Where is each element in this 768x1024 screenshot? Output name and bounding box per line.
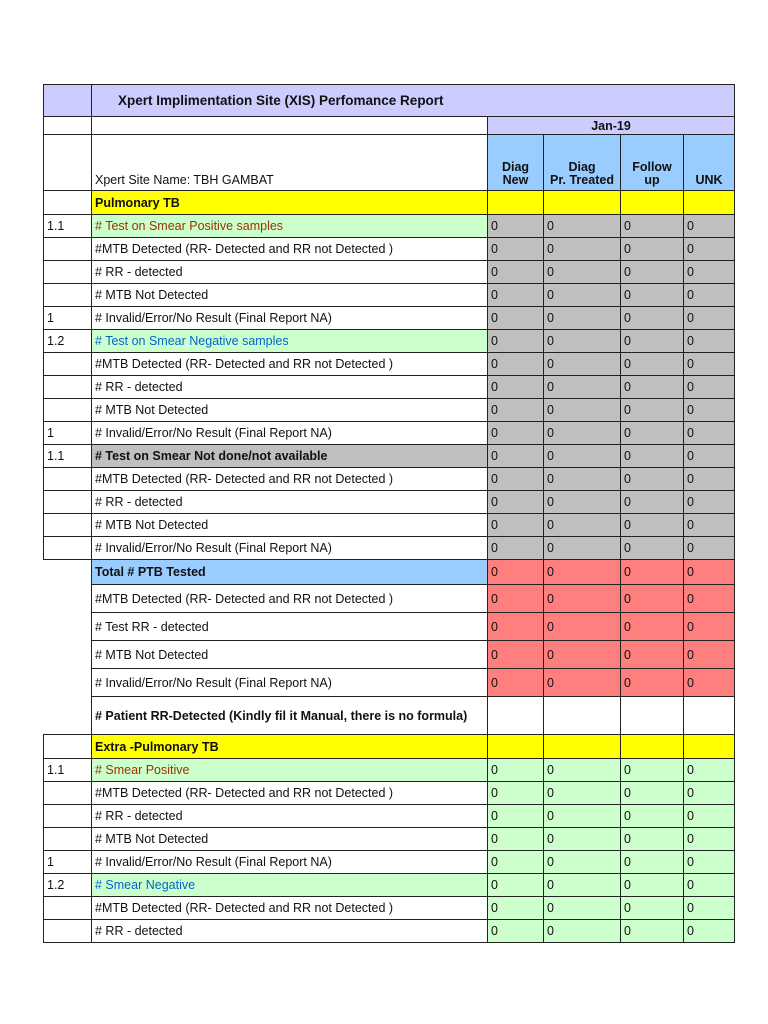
value-cell: 0 <box>684 759 735 782</box>
empty-cell <box>488 697 544 735</box>
value-cell: 0 <box>544 641 621 669</box>
value-cell: 0 <box>488 585 544 613</box>
value-cell: 0 <box>544 897 621 920</box>
value-cell: 0 <box>684 920 735 943</box>
empty-cell <box>544 697 621 735</box>
row-label: # Invalid/Error/No Result (Final Report NA) <box>92 851 488 874</box>
value-cell: 0 <box>621 376 684 399</box>
value-cell: 0 <box>488 445 544 468</box>
value-cell: 0 <box>488 353 544 376</box>
value-cell: 0 <box>621 782 684 805</box>
value-cell: 0 <box>621 828 684 851</box>
title-corner-cell <box>44 85 92 117</box>
value-cell: 0 <box>544 669 621 697</box>
row-label: # MTB Not Detected <box>92 399 488 422</box>
value-cell: 0 <box>544 215 621 238</box>
row-label: #MTB Detected (RR- Detected and RR not Detected ) <box>92 897 488 920</box>
table-row <box>44 353 735 376</box>
value-cell: 0 <box>488 669 544 697</box>
value-cell: 0 <box>684 376 735 399</box>
value-cell: 0 <box>488 874 544 897</box>
value-cell: 0 <box>544 759 621 782</box>
value-cell: 0 <box>684 641 735 669</box>
value-cell: 0 <box>684 537 735 560</box>
value-cell: 0 <box>488 422 544 445</box>
row-number <box>44 828 92 851</box>
row-label: # Invalid/Error/No Result (Final Report NA) <box>92 537 488 560</box>
table-row <box>44 399 735 422</box>
value-cell: 0 <box>684 805 735 828</box>
table-row <box>44 284 735 307</box>
value-cell: 0 <box>488 828 544 851</box>
section-label: # Smear Negative <box>92 874 488 897</box>
category-header: Extra -Pulmonary TB <box>92 735 488 759</box>
row-number: 1 <box>44 307 92 330</box>
month-header: Jan-19 <box>488 117 735 135</box>
row-number: 1 <box>44 422 92 445</box>
table-row <box>44 215 735 238</box>
value-cell: 0 <box>621 613 684 641</box>
table-row <box>44 238 735 261</box>
value-cell: 0 <box>621 897 684 920</box>
table-row <box>44 735 735 759</box>
section-label: # Test on Smear Positive samples <box>92 215 488 238</box>
value-cell: 0 <box>488 399 544 422</box>
table-row <box>44 191 735 215</box>
value-cell: 0 <box>544 874 621 897</box>
row-number <box>44 353 92 376</box>
row-number <box>44 805 92 828</box>
site-name: Xpert Site Name: TBH GAMBAT <box>92 135 488 191</box>
value-cell: 0 <box>621 641 684 669</box>
row-number <box>44 897 92 920</box>
value-cell: 0 <box>544 330 621 353</box>
value-cell: 0 <box>488 514 544 537</box>
row-label: # Invalid/Error/No Result (Final Report NA) <box>92 307 488 330</box>
value-cell: 0 <box>488 641 544 669</box>
value-cell: 0 <box>488 782 544 805</box>
table-row <box>44 560 735 585</box>
value-cell: 0 <box>488 805 544 828</box>
table-row <box>44 537 735 560</box>
value-cell: 0 <box>684 422 735 445</box>
row-label: # RR - detected <box>92 376 488 399</box>
empty-cell <box>621 697 684 735</box>
row-number: 1.1 <box>44 215 92 238</box>
value-cell: 0 <box>684 215 735 238</box>
value-cell: 0 <box>488 537 544 560</box>
value-cell: 0 <box>488 330 544 353</box>
table-row <box>44 805 735 828</box>
value-cell: 0 <box>684 782 735 805</box>
value-cell: 0 <box>544 445 621 468</box>
row-label: #MTB Detected (RR- Detected and RR not Detected ) <box>92 782 488 805</box>
table-row <box>44 514 735 537</box>
row-label: # RR - detected <box>92 805 488 828</box>
row-label: # MTB Not Detected <box>92 284 488 307</box>
table-row <box>44 851 735 874</box>
value-cell: 0 <box>544 491 621 514</box>
section-label: # Test on Smear Not done/not available <box>92 445 488 468</box>
value-cell: 0 <box>684 353 735 376</box>
row-number <box>44 376 92 399</box>
row-number <box>44 284 92 307</box>
value-cell: 0 <box>544 422 621 445</box>
value-cell: 0 <box>684 669 735 697</box>
value-cell: 0 <box>488 307 544 330</box>
value-cell: 0 <box>544 261 621 284</box>
value-cell: 0 <box>488 491 544 514</box>
performance-table <box>43 84 735 943</box>
section-label: # Test on Smear Negative samples <box>92 330 488 353</box>
row-label: # MTB Not Detected <box>92 828 488 851</box>
value-cell: 0 <box>544 613 621 641</box>
value-cell: 0 <box>684 613 735 641</box>
value-cell: 0 <box>621 585 684 613</box>
value-cell: 0 <box>544 828 621 851</box>
row-number: 1.2 <box>44 330 92 353</box>
row-label: # RR - detected <box>92 920 488 943</box>
value-cell: 0 <box>684 284 735 307</box>
value-cell: 0 <box>488 560 544 585</box>
value-cell: 0 <box>621 560 684 585</box>
value-cell: 0 <box>544 284 621 307</box>
value-cell: 0 <box>544 514 621 537</box>
table-row <box>44 585 735 613</box>
value-cell: 0 <box>488 376 544 399</box>
value-cell: 0 <box>544 238 621 261</box>
value-cell: 0 <box>544 920 621 943</box>
value-cell: 0 <box>684 585 735 613</box>
table-row <box>44 920 735 943</box>
value-cell: 0 <box>684 307 735 330</box>
row-number: 1 <box>44 851 92 874</box>
value-cell: 0 <box>488 261 544 284</box>
row-label: # MTB Not Detected <box>92 514 488 537</box>
table-row <box>44 759 735 782</box>
value-cell: 0 <box>684 514 735 537</box>
table-row <box>44 307 735 330</box>
row-number <box>44 514 92 537</box>
value-cell: 0 <box>488 468 544 491</box>
row-number <box>44 920 92 943</box>
row-label: # Test RR - detected <box>92 613 488 641</box>
value-cell: 0 <box>621 445 684 468</box>
report-title: Xpert Implimentation Site (XIS) Perfomance Report <box>92 85 735 117</box>
value-cell: 0 <box>684 468 735 491</box>
row-label: # Invalid/Error/No Result (Final Report NA) <box>92 422 488 445</box>
value-cell: 0 <box>684 560 735 585</box>
table-row <box>44 641 735 669</box>
value-cell: 0 <box>544 468 621 491</box>
value-cell: 0 <box>621 920 684 943</box>
value-cell: 0 <box>488 851 544 874</box>
row-number <box>44 782 92 805</box>
report-sheet <box>43 84 735 943</box>
section-label: # Smear Positive <box>92 759 488 782</box>
patient-rr-label: # Patient RR-Detected (Kindly fil it Manual, there is no formula) <box>92 697 488 735</box>
value-cell: 0 <box>544 782 621 805</box>
value-cell: 0 <box>621 491 684 514</box>
row-number: 1.1 <box>44 445 92 468</box>
total-label: Total # PTB Tested <box>92 560 488 585</box>
row-label: # Invalid/Error/No Result (Final Report NA) <box>92 669 488 697</box>
table-row <box>44 330 735 353</box>
value-cell: 0 <box>544 376 621 399</box>
value-cell: 0 <box>621 238 684 261</box>
row-number <box>44 468 92 491</box>
value-cell: 0 <box>621 307 684 330</box>
value-cell: 0 <box>488 897 544 920</box>
col-diag-new: Diag New <box>488 135 544 191</box>
col-follow-up: Follow up <box>621 135 684 191</box>
value-cell: 0 <box>684 238 735 261</box>
value-cell: 0 <box>488 215 544 238</box>
row-number: 1.1 <box>44 759 92 782</box>
value-cell: 0 <box>544 805 621 828</box>
table-row <box>44 445 735 468</box>
table-row <box>44 669 735 697</box>
table-row <box>44 782 735 805</box>
value-cell: 0 <box>684 828 735 851</box>
row-number <box>44 399 92 422</box>
row-label: # RR - detected <box>92 261 488 284</box>
value-cell: 0 <box>684 261 735 284</box>
value-cell: 0 <box>684 445 735 468</box>
col-diag-pr-treated: Diag Pr. Treated <box>544 135 621 191</box>
value-cell: 0 <box>544 585 621 613</box>
value-cell: 0 <box>544 851 621 874</box>
table-row <box>44 897 735 920</box>
value-cell: 0 <box>621 537 684 560</box>
value-cell: 0 <box>488 284 544 307</box>
table-row <box>44 261 735 284</box>
table-row <box>44 828 735 851</box>
value-cell: 0 <box>544 560 621 585</box>
value-cell: 0 <box>488 920 544 943</box>
value-cell: 0 <box>621 353 684 376</box>
value-cell: 0 <box>621 261 684 284</box>
row-number <box>44 537 92 560</box>
table-row <box>44 697 735 735</box>
value-cell: 0 <box>544 537 621 560</box>
value-cell: 0 <box>488 613 544 641</box>
value-cell: 0 <box>621 669 684 697</box>
category-header: Pulmonary TB <box>92 191 488 215</box>
value-cell: 0 <box>488 759 544 782</box>
row-label: #MTB Detected (RR- Detected and RR not Detected ) <box>92 468 488 491</box>
value-cell: 0 <box>684 491 735 514</box>
value-cell: 0 <box>544 307 621 330</box>
row-number <box>44 238 92 261</box>
value-cell: 0 <box>621 284 684 307</box>
row-label: #MTB Detected (RR- Detected and RR not Detected ) <box>92 238 488 261</box>
value-cell: 0 <box>621 759 684 782</box>
value-cell: 0 <box>621 215 684 238</box>
value-cell: 0 <box>684 399 735 422</box>
empty-cell <box>684 697 735 735</box>
value-cell: 0 <box>684 874 735 897</box>
table-row <box>44 613 735 641</box>
table-row <box>44 422 735 445</box>
row-number <box>44 261 92 284</box>
table-row <box>44 491 735 514</box>
value-cell: 0 <box>621 874 684 897</box>
row-label: # RR - detected <box>92 491 488 514</box>
value-cell: 0 <box>621 422 684 445</box>
value-cell: 0 <box>684 897 735 920</box>
value-cell: 0 <box>488 238 544 261</box>
row-number <box>44 491 92 514</box>
row-number: 1.2 <box>44 874 92 897</box>
value-cell: 0 <box>621 805 684 828</box>
value-cell: 0 <box>621 330 684 353</box>
value-cell: 0 <box>684 851 735 874</box>
value-cell: 0 <box>621 468 684 491</box>
col-unk: UNK <box>684 135 735 191</box>
row-label: #MTB Detected (RR- Detected and RR not Detected ) <box>92 353 488 376</box>
value-cell: 0 <box>684 330 735 353</box>
row-label: # MTB Not Detected <box>92 641 488 669</box>
value-cell: 0 <box>544 399 621 422</box>
value-cell: 0 <box>621 851 684 874</box>
value-cell: 0 <box>621 514 684 537</box>
value-cell: 0 <box>544 353 621 376</box>
value-cell: 0 <box>621 399 684 422</box>
table-row <box>44 376 735 399</box>
table-row <box>44 874 735 897</box>
row-label: #MTB Detected (RR- Detected and RR not Detected ) <box>92 585 488 613</box>
table-row <box>44 468 735 491</box>
